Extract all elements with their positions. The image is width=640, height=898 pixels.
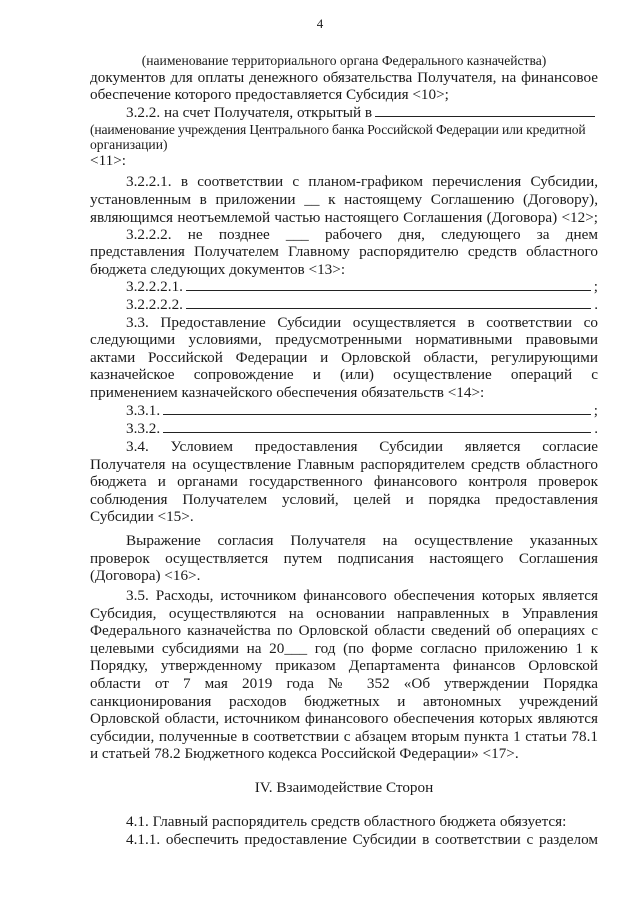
caption-treasury-body: (наименование территориального органа Федерального казначейства) (141, 53, 547, 68)
account-line (126, 104, 598, 122)
item-number: 3.3.1. (126, 402, 161, 419)
text-line: Субсидия, осуществляются на основании направленных в Управления (90, 605, 598, 622)
text-line: Выражение согласия Получателя на осуществление указанных (126, 532, 598, 549)
text-line: казначейское сопровождение и (или) осуществление операций с (90, 366, 598, 383)
punct: ; (593, 402, 598, 419)
text-line: Получателя на осуществление Главным распорядителем средств областного (90, 456, 598, 473)
text-line: и статьей 78.2 Бюджетного кодекса Российской Федерации» <17>. (90, 745, 519, 762)
text-line: 3.5. Расходы, источником финансового обеспечения которых является (126, 587, 598, 604)
caption-bank: (наименование учреждения Центрального банка Российской Федерации или кредитной (90, 122, 586, 137)
blank-line (163, 413, 591, 415)
text-line: санкционирования расходов бюджетных и автономных учреждений (90, 693, 598, 710)
text-line: установленным в приложении __ к настоящему Соглашению (Договору), (90, 191, 598, 208)
blank-line (186, 307, 591, 309)
text-line: Орловской области, источником финансового обеспечения которых являются (90, 710, 598, 727)
text-line: 3.4. Условием предоставления Субсидии является согласие (126, 438, 598, 455)
text-line: представления Получателем Главному распорядителю средств областного (90, 243, 598, 260)
text-line: применением казначейского обеспечения обязательств <14>: (90, 384, 485, 401)
text-line: 3.2.2.2. не позднее ___ рабочего дня, следующего за днем (126, 226, 598, 243)
text-line: Порядку, утвержденному приказом Департамента финансов Орловской (90, 657, 598, 674)
text-line: соблюдения Получателем условий, целей и порядка предоставления (90, 491, 598, 508)
punct: ; (593, 278, 598, 295)
blank-item (126, 402, 598, 420)
blank-line (186, 289, 591, 291)
text-line: являющимся неотъемлемой частью настоящего Соглашения (Договора) <12>; (90, 209, 598, 226)
text-line: 4.1. Главный распорядитель средств областного бюджета обязуется: (126, 813, 567, 830)
text-line: документов для оплаты денежного обязательства Получателя, на финансовое (90, 69, 598, 86)
text-line: 3.2.2.1. в соответствии с планом-графиком перечисления Субсидии, (126, 173, 598, 190)
text-line: следующими условиями, предусмотренными нормативными правовыми (90, 331, 598, 348)
text-line: Субсидии <15>. (90, 508, 194, 525)
text-line: бюджета следующих документов <13>: (90, 261, 346, 278)
text-line: субсидии, полученные в соответствии с абзацем вторым пункта 1 статьи 78.1 (90, 728, 598, 745)
caption-bank-cont: организации) (90, 137, 168, 152)
text-line: бюджета и органами государственного финансового контроля проверок (90, 473, 598, 490)
text-line: актами Российской Федерации и Орловской области, регулирующими (90, 349, 598, 366)
blank-line (375, 115, 595, 117)
item-number: 3.3.2. (126, 420, 161, 437)
section-heading: IV. Взаимодействие Сторон (254, 779, 434, 796)
item-number: 3.2.2.2.1. (126, 278, 183, 295)
punct: . (594, 296, 598, 313)
text-line: 3.2.2. на счет Получателя, открытый в (126, 104, 373, 121)
blank-line (163, 431, 591, 433)
blank-item (126, 296, 598, 314)
text-line: проверок осуществляется путем подписания настоящего Соглашения (90, 550, 598, 567)
text-line: Федерального казначейства по Орловской области сведений об операциях с (90, 622, 598, 639)
text-line: целевыми субсидиями на 20___ год (по форме согласно приложению 1 к (90, 640, 598, 657)
page-number: 4 (316, 16, 324, 31)
text-line: (Договора) <16>. (90, 567, 201, 584)
punct: . (594, 420, 598, 437)
footnote-ref: <11>: (90, 152, 126, 169)
text-line: 3.3. Предоставление Субсидии осуществляется в соответствии со (126, 314, 598, 331)
item-number: 3.2.2.2.2. (126, 296, 183, 313)
text-line: 4.1.1. обеспечить предоставление Субсидии в соответствии с разделом (126, 831, 598, 848)
blank-item (126, 278, 598, 296)
blank-item (126, 420, 598, 438)
text-line: обеспечение которого предоставляется Субсидия <10>; (90, 86, 449, 103)
text-line: области от 7 мая 2019 года № 352 «Об утверждении Порядка (90, 675, 598, 692)
